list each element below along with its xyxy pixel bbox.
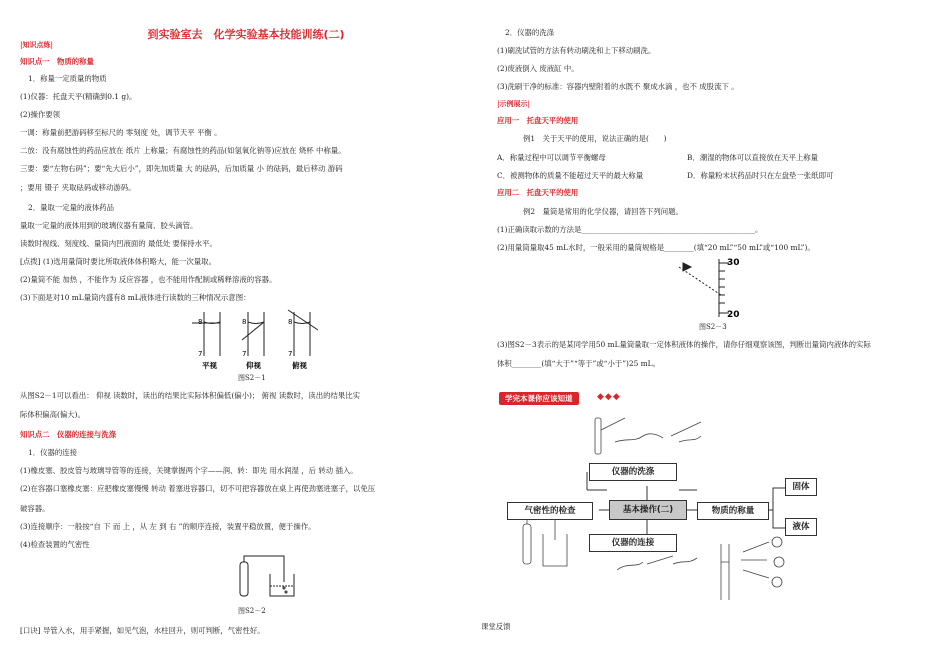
scale-label: 8 — [198, 318, 203, 326]
figure-caption: 图S2－2 — [238, 607, 266, 615]
text-line: 二放：没有腐蚀性的药品应放在 纸片 上称量；有腐蚀性的药品(如氢氧化钠等)应放在 烧杯 中称量。 — [20, 146, 346, 155]
option-b: B．潮湿的物体可以直接放在天平上称量 — [687, 153, 819, 162]
option-c: C．被测物体的质量不能超过天平的最大称量 — [497, 171, 644, 180]
scale-label: 30 — [727, 258, 740, 268]
point2-title: 知识点二 仪器的连接与洗涤 — [20, 430, 117, 439]
node-solid: 固体 — [785, 478, 817, 496]
text-line: 体积________(填“大于”“等于”或“小于”)25 mL。 — [497, 359, 660, 368]
summary-banner: 学完本课你应该知道 — [499, 392, 579, 405]
figure-caption: 图S2－3 — [699, 323, 727, 331]
text-line: 量取一定量的液体用到的玻璃仪器有量筒、胶头滴管。 — [20, 221, 198, 230]
scale-label: 20 — [727, 310, 740, 320]
text-line: (3)下面是对10 mL量筒内盛有8 mL液体进行读数的三种情况示意图： — [20, 293, 251, 302]
figure-caption: 图S2－1 — [238, 374, 266, 382]
scale-label: 7 — [242, 350, 247, 358]
banner-diamonds: ◆◆◆ — [597, 392, 621, 402]
text-line: (2)在容器口塞橡皮塞：应把橡皮塞慢慢 转动 着塞进容器口，切不可把容器放在桌上再使劲塞进塞子，以免压 — [20, 484, 376, 493]
node-weighing: 物质的称量 — [697, 502, 769, 520]
text-line: 三要：要“左物右码”；要“先大后小”，即先加质量 大 的砝码，后加质量 小 的砝码，最后移动 游码 — [20, 164, 343, 173]
scale-label: 8 — [288, 318, 293, 326]
view-label-down: 俯视 — [292, 361, 307, 370]
text-line: 1．仪器的连接 — [28, 448, 78, 457]
question-stem: 例2 量筒是常用的化学仪器，请回答下列问题。 — [523, 207, 683, 216]
scale-label: 7 — [198, 350, 203, 358]
scale-label: 7 — [288, 350, 293, 358]
text-line: (1)刷洗试管的方法有转动刷洗和上下移动刷洗。 — [497, 46, 656, 55]
text-line: [点拨] (1)选用量筒时要比所取液体体积略大，能一次量取。 — [20, 257, 216, 266]
text-line: (2)操作要领 — [20, 110, 61, 119]
text-line: (2)用量筒量取45 mL水时，一般采用的量筒规格是________(填“20 mL”“50 mL”或“100 mL”)。 — [497, 243, 815, 252]
text-line: (1)正确读取示数的方法是_______________________________________________。 — [497, 225, 763, 234]
footer-text: 课堂反馈 — [481, 622, 511, 631]
text-line: 1．称量一定质量的物质 — [28, 74, 107, 83]
app1-title: 应用一 托盘天平的使用 — [497, 116, 579, 125]
node-center: 基本操作(二) — [609, 500, 687, 520]
node-washing: 仪器的洗涤 — [589, 463, 677, 481]
text-line: 2．仪器的洗涤 — [505, 28, 555, 37]
text-line: (2)废液倒入 废液缸 中。 — [497, 64, 579, 73]
text-line: (1)橡皮塞、胶皮管与玻璃导管等的连接，关键掌握两个字——润、转：即先 用水润湿 ，后 转动 插入。 — [20, 466, 358, 475]
node-liquid: 液体 — [785, 518, 817, 536]
mnemonic-line: [口诀] 导管入水，用手紧握，如见气泡，水柱回升，则可判断，气密性好。 — [20, 626, 265, 635]
text-line: ；要用 镊子 夹取砝码或移动游码。 — [20, 183, 136, 192]
node-airtightness: 气密性的检查 — [507, 502, 593, 520]
figure-airtightness — [232, 552, 302, 602]
view-label-up: 仰视 — [246, 361, 261, 370]
point1-title: 知识点一 物质的称量 — [20, 57, 94, 66]
figure-cylinder-reading — [677, 255, 747, 321]
scale-label: 8 — [242, 318, 247, 326]
text-line: 从图S2－1可以看出： 仰视 读数时，读出的结果比实际体积偏低(偏小)； 俯视 读数时，读出的结果比实 — [20, 391, 361, 400]
app2-title: 应用二 托盘天平的使用 — [497, 188, 579, 197]
figure-reading-views — [190, 308, 330, 370]
text-line: 破容器。 — [20, 504, 50, 513]
text-line: (3)洗刷干净的标准：容器内壁附着的水既不 聚成水滴 ，也不 成股流下 。 — [497, 82, 739, 91]
text-line: 一调：称量前把游码移至标尺的 零刻度 处，调节天平 平衡 。 — [20, 128, 222, 137]
text-line: 2．量取一定量的液体药品 — [28, 203, 115, 212]
text-line: (3)图S2－3表示的是某同学用50 mL量筒量取一定体积液体的操作，请你仔细观察该图，判断出量筒内液体的实际 — [497, 340, 871, 349]
text-line: 读数时视线、刻度线、量筒内凹液面的 最低处 要保持水平。 — [20, 239, 217, 248]
text-line: (4)检查装置的气密性 — [20, 540, 90, 549]
option-a: A．称量过程中可以调节平衡螺母 — [497, 153, 606, 162]
node-connection: 仪器的连接 — [589, 534, 677, 552]
text-line: (2)量筒不能 加热 ，不能作为 反应容器 ，也不能用作配制或稀释溶液的容器。 — [20, 275, 277, 284]
view-label-level: 平视 — [202, 361, 217, 370]
right-column — [481, 0, 937, 672]
text-line: 际体积偏高(偏大)。 — [20, 410, 85, 419]
left-column — [20, 0, 472, 672]
question-stem: 例1 关于天平的使用，说法正确的是( ) — [523, 134, 667, 143]
page-title: 到实验室去 化学实验基本技能训练(二) — [147, 28, 345, 41]
text-line: (3)连接顺序：一般按“自 下 而 上 ，从 左 到 右 ”的顺序连接，装置平稳放置，便于操作。 — [20, 522, 316, 531]
section-tag-knowledge: |知识点练| — [20, 40, 54, 49]
section-tag-examples: |示例展示| — [497, 99, 531, 108]
text-line: (1)仪器：托盘天平(精确到0.1 g)。 — [20, 92, 137, 101]
option-d: D．称量粉末状药品时只在左盘垫一张纸即可 — [687, 171, 834, 180]
